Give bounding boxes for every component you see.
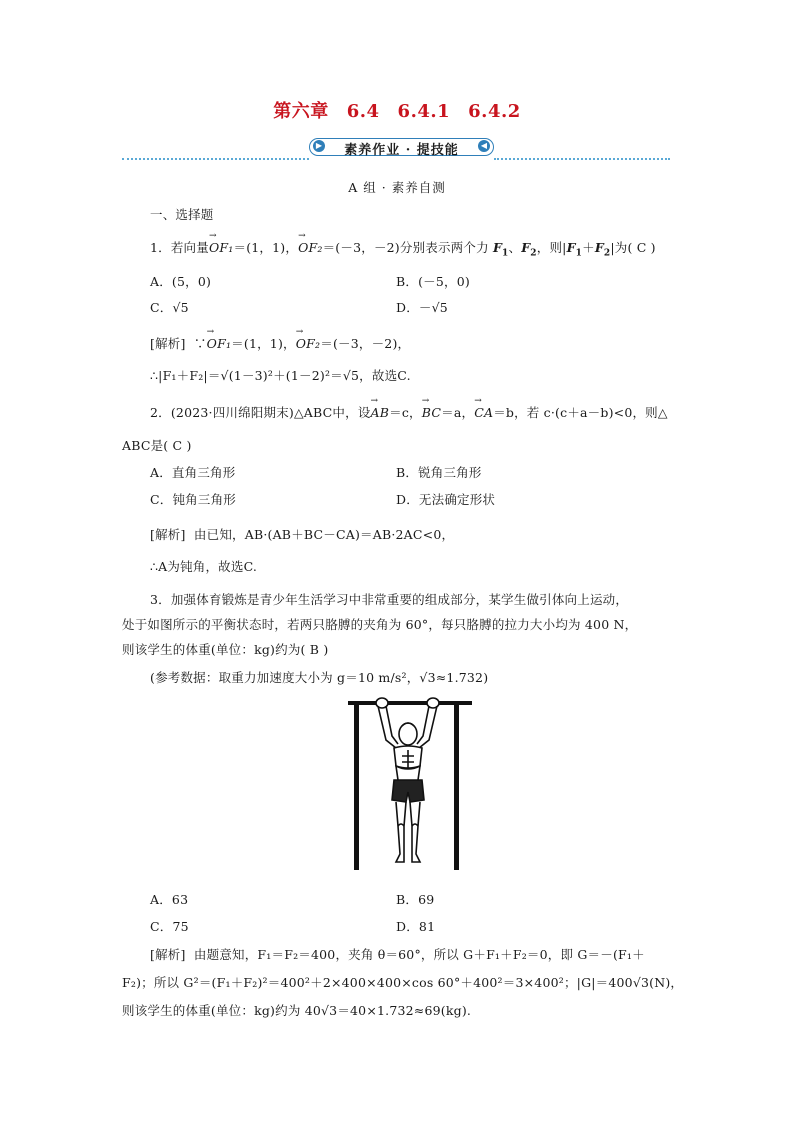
option-b: B．锐角三角形	[396, 465, 482, 480]
analysis-3-line-2: F₂)；所以 G²＝(F₁＋F₂)²＝400²＋2×400×400×cos 60°＋400²＝3×400²；|G|＝400√3(N)，	[122, 975, 684, 990]
option-a: A．(5，0)	[150, 274, 212, 289]
question-1-stem: 1．若向量→ OF₁＝(1，1)，→ OF₂＝(－3，－2)分别表示两个力 $F_1$、$F_2$，则$|F_1+F_2|$为( C )	[150, 238, 656, 259]
section-number: 6.4	[346, 101, 380, 122]
section-number: 6.4.1	[397, 101, 451, 122]
analysis-1-line-2: ∴|F₁＋F₂|＝√(1－3)²＋(1－2)²＝√5，故选C.	[150, 368, 411, 383]
analysis-3-line-3: 则该学生的体重(单位：kg)约为 40√3＝40×1.732≈69(kg).	[122, 1003, 472, 1018]
analysis-1-line-1: [解析] ∵→ OF₁＝(1，1)，→ OF₂＝(－3，－2)，	[150, 334, 410, 352]
option-b: B．(－5，0)	[396, 274, 470, 289]
option-a: A．直角三角形	[150, 465, 236, 480]
option-c: C．√5	[150, 300, 189, 315]
question-3-stem-line-1: 3．加强体育锻炼是青少年生活学习中非常重要的组成部分，某学生做引体向上运动，	[150, 592, 629, 607]
question-2-stem-line-2: ABC是( C )	[122, 438, 192, 453]
analysis-2-line-2: ∴A为钝角，故选C.	[150, 559, 258, 574]
option-d: D．81	[396, 919, 436, 934]
option-b: B．69	[396, 892, 435, 907]
page-title	[0, 97, 794, 123]
play-left-icon: ◀	[478, 140, 490, 152]
section-number: 6.4.2	[468, 101, 521, 122]
pullup-figure	[346, 696, 474, 872]
left-post	[354, 705, 359, 870]
chapter-label: 第六章	[273, 101, 329, 122]
right-post	[454, 705, 459, 870]
student-figure	[376, 698, 439, 862]
option-d: D．无法确定形状	[396, 492, 496, 507]
option-a: A．63	[150, 892, 189, 907]
question-3-stem-line-3: 则该学生的体重(单位：kg)约为( B )	[122, 642, 329, 657]
analysis-2-line-1: [解析] 由已知，AB·(AB＋BC－CA)＝AB·2AC<0，	[150, 527, 455, 542]
section-banner	[309, 138, 494, 158]
reference-data: (参考数据：取重力加速度大小为 g＝10 m/s²，√3≈1.732)	[150, 670, 489, 685]
horizontal-bar	[348, 701, 472, 705]
banner-divider-left	[122, 158, 309, 160]
banner-label: 素养作业 · 提技能	[344, 143, 459, 158]
option-d: D．－√5	[396, 300, 448, 315]
option-c: C．75	[150, 919, 189, 934]
group-title: A 组 · 素养自测	[348, 180, 446, 195]
option-c: C．钝角三角形	[150, 492, 236, 507]
question-2-stem-line-1: 2．(2023·四川绵阳期末)△ABC中，设→ AB＝c，→ BC＝a，→ CA＝b，若 c·(c＋a－b)<0，则△	[150, 403, 668, 421]
play-right-icon: ▶	[313, 140, 325, 152]
analysis-3-line-1: [解析] 由题意知，F₁＝F₂＝400，夹角 θ＝60°，所以 G＋F₁＋F₂＝0，即 G＝－(F₁＋	[150, 947, 645, 962]
section-heading: 一、选择题	[150, 207, 214, 222]
banner-divider-right	[494, 158, 670, 160]
question-3-stem-line-2: 处于如图所示的平衡状态时，若两只胳膊的夹角为 60°，每只胳膊的拉力大小均为 400 N，	[122, 617, 638, 632]
